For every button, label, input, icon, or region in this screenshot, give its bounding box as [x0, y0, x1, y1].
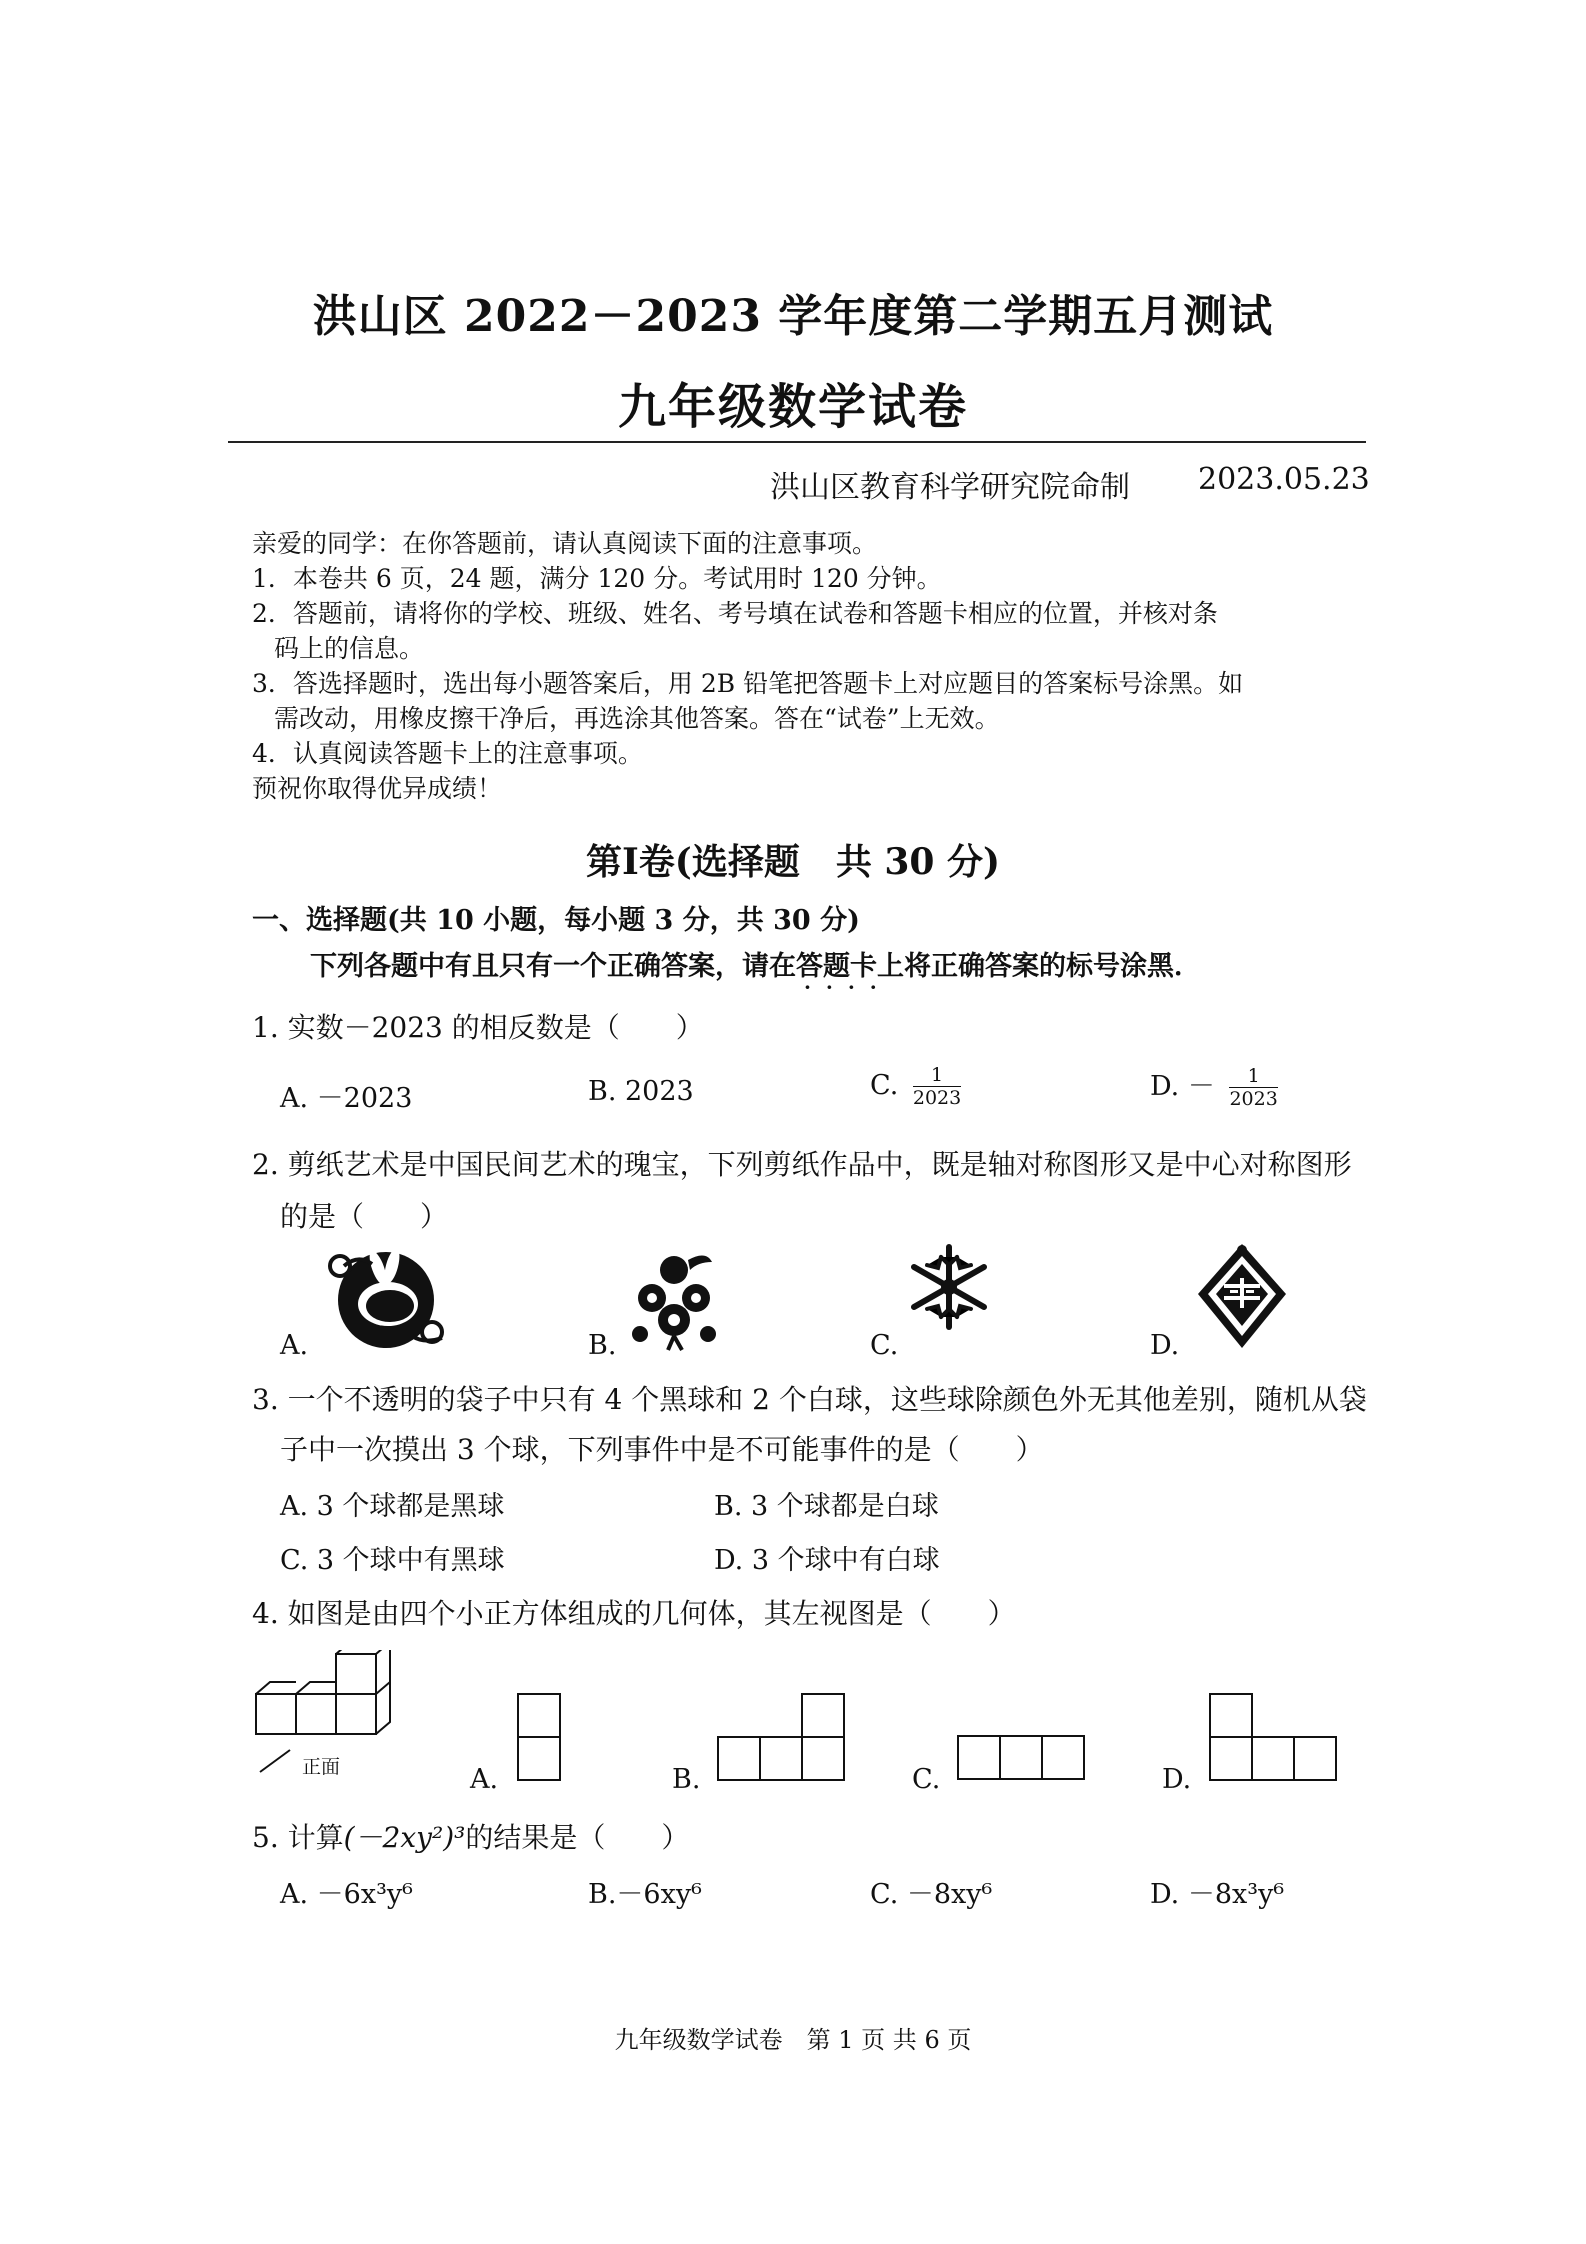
q4-option-c: C.: [912, 1764, 941, 1795]
option-letter: D. －: [1150, 1071, 1215, 1102]
view-b-figure: [714, 1690, 850, 1784]
rabbit-papercut-icon: [328, 1244, 450, 1354]
notice-block: [252, 526, 1362, 806]
q3-option-b: B. 3 个球都是白球: [714, 1491, 939, 1522]
fraction-numerator: 1: [1229, 1065, 1277, 1088]
q4-option-b: B.: [672, 1764, 701, 1795]
question-2-stem-cont: 的是（ ）: [280, 1200, 449, 1233]
snowflake-papercut-icon: [904, 1242, 994, 1332]
q3-option-d: D. 3 个球中有白球: [714, 1545, 940, 1576]
section-title: 第Ⅰ卷(选择题 共 30 分): [585, 841, 1001, 883]
notice-intro: 亲爱的同学：在你答题前，请认真阅读下面的注意事项。: [252, 529, 878, 558]
fraction: [1229, 1065, 1277, 1110]
stem-text: 的结果是（ ）: [465, 1821, 690, 1854]
q1-option-b: B. 2023: [588, 1076, 694, 1107]
question-1-stem: 1. 实数－2023 的相反数是（ ）: [252, 1011, 704, 1044]
notice-item: 1．本卷共 6 页，24 题，满分 120 分。考试用时 120 分钟。: [252, 564, 942, 593]
notice-item: 3．答选择题时，选出每小题答案后，用 2B 铅笔把答题卡上对应题目的答案标号涂黑。如: [252, 669, 1244, 698]
instruction-emphasis: 答题卡上 · · · ·: [796, 951, 904, 982]
view-a-figure: [514, 1690, 564, 1784]
view-d-figure: [1206, 1690, 1342, 1784]
part-title: 一、选择题(共 10 小题，每小题 3 分，共 30 分): [252, 905, 860, 936]
question-4-stem: 4. 如图是由四个小正方体组成的几何体，其左视图是（ ）: [252, 1597, 1016, 1630]
notice-item: 4．认真阅读答题卡上的注意事项。: [252, 739, 643, 768]
front-view-label: 正面: [302, 1756, 341, 1778]
notice-item: 2．答题前，请将你的学校、班级、姓名、考号填在试卷和答题卡相应的位置，并核对条: [252, 599, 1218, 628]
notice-item: 需改动，用橡皮擦干净后，再选涂其他答案。答在“试卷”上无效。: [274, 704, 1000, 733]
question-3-stem-cont: 子中一次摸出 3 个球，下列事件中是不可能事件的是（ ）: [280, 1433, 1044, 1466]
fraction-numerator: 1: [913, 1064, 961, 1087]
view-c-figure: [954, 1732, 1090, 1784]
q5-option-a: A. －6x³y⁶: [280, 1879, 413, 1910]
q5-option-d: D. －8x³y⁶: [1150, 1879, 1285, 1910]
notice-item: 码上的信息。: [274, 634, 425, 663]
option-letter: C.: [870, 1070, 899, 1101]
q5-option-c: C. －8xy⁶: [870, 1879, 993, 1910]
q2-option-a: A.: [280, 1330, 309, 1361]
q2-option-c: C.: [870, 1330, 899, 1361]
double-happiness-papercut-icon: [1194, 1242, 1290, 1352]
instruction-text: 下列各题中有且只有一个正确答案，请在: [310, 951, 796, 982]
instruction-text: 将正确答案的标号涂黑．: [904, 951, 1201, 982]
q2-option-b: B.: [588, 1330, 617, 1361]
part-instruction: [310, 944, 1201, 983]
exam-subtitle: 九年级数学试卷: [617, 379, 968, 435]
fraction: [913, 1064, 961, 1109]
q1-option-d: [1150, 1064, 1278, 1110]
q1-option-a: A. －2023: [280, 1083, 413, 1114]
fraction-denominator: 2023: [1229, 1088, 1278, 1110]
q5-option-b: B.－6xy⁶: [588, 1879, 702, 1910]
question-3-stem: 3. 一个不透明的袋子中只有 4 个黑球和 2 个白球，这些球除颜色外无其他差别，随机从袋: [252, 1383, 1367, 1416]
notice-closing: 预祝你取得优异成绩！: [252, 774, 503, 803]
title-divider: [228, 441, 1366, 443]
exam-date: 2023.05.23: [1198, 462, 1370, 497]
flower-papercut-icon: [628, 1248, 720, 1352]
question-2-stem: 2. 剪纸艺术是中国民间艺术的瑰宝，下列剪纸作品中，既是轴对称图形又是中心对称图形: [252, 1148, 1352, 1181]
question-5-stem: [252, 1816, 689, 1856]
exam-title: 洪山区 2022－2023 学年度第二学期五月测试: [312, 291, 1274, 342]
q2-option-d: D.: [1150, 1330, 1180, 1361]
q3-option-c: C. 3 个球中有黑球: [280, 1545, 505, 1576]
fraction-denominator: 2023: [912, 1087, 962, 1109]
q4-option-a: A.: [470, 1764, 499, 1795]
q4-option-d: D.: [1162, 1764, 1192, 1795]
q1-option-c: [870, 1064, 961, 1109]
stem-text: 5. 计算: [252, 1821, 344, 1854]
publisher: 洪山区教育科学研究院命制: [770, 470, 1130, 505]
page-footer: 九年级数学试卷 第 1 页 共 6 页: [614, 2026, 972, 2054]
stem-expression: (－2xy²)³: [343, 1821, 466, 1854]
q3-option-a: A. 3 个球都是黑球: [280, 1491, 505, 1522]
